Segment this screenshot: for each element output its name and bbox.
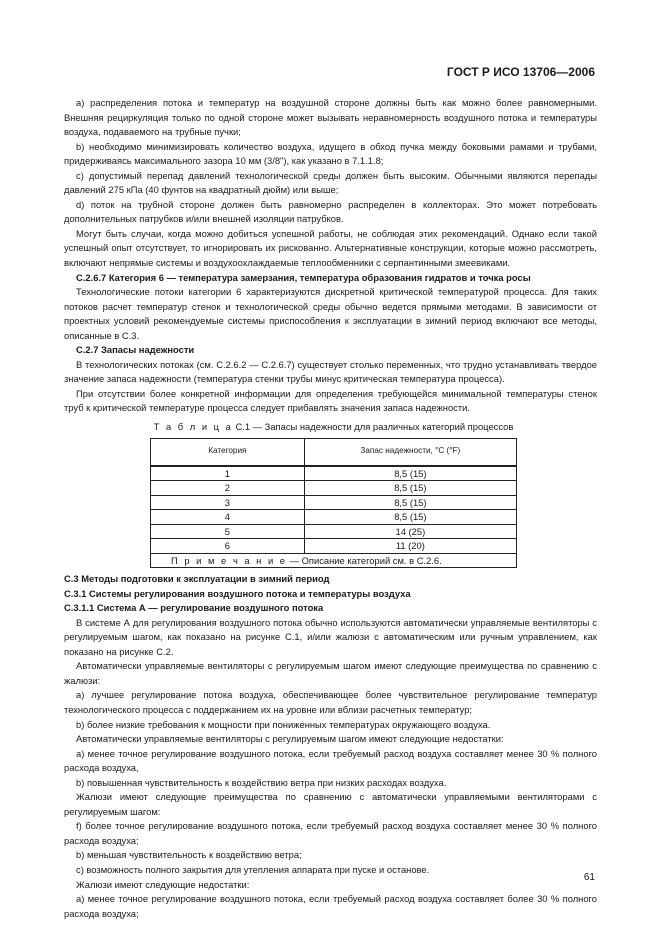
paragraph: a) менее точное регулирование воздушного потока, если требуемый расход воздуха составляет более 30 % полного расхода воздуха; [64, 893, 597, 919]
paragraph: Могут быть случаи, когда можно добиться успешной работы, не соблюдая этих рекомендаций. Однако если такой успешный опыт отсутствует, то игнорировать их рискованно. Альтернативные конструкции, которые можно рассмотреть, включают непрямые системы и воздухоохлаждаемые теплообменники с серпантинными змеевиками. [64, 227, 597, 269]
paragraph: b) повышенная чувствительность к воздействию ветра при низких расходах воздуха. [76, 776, 447, 788]
table-caption [64, 420, 597, 435]
paragraph: Жалюзи имеют следующие недостатки: [76, 878, 250, 890]
document-header: ГОСТ Р ИСО 13706—2006 [446, 65, 595, 79]
section-heading: C.2.7 Запасы надежности [76, 344, 195, 356]
caption-prefix: Т а б л и ц а [153, 421, 233, 433]
paragraph: a) распределения потока и температур на воздушной стороне должны быть как можно более равномерными. Внешняя рециркуляция только по одной стороне может вызывать неравномерность воздушного потока и температуры воздуха, подаваемого на трубные пучки; [64, 97, 597, 138]
margin-cell: 11 (20) [304, 539, 516, 554]
paragraph: a) лучшее регулирование потока воздуха, обеспечивающее более чувствительное регулирование температур технологического процесса с поддержанием их на уровне или вблизи расчетных температур; [64, 689, 597, 715]
page-number: 61 [583, 872, 595, 883]
paragraph: b) меньшая чувствительность к воздействию ветра; [76, 849, 302, 861]
caption-text: С.1 — Запасы надежности для различных категорий процессов [232, 421, 514, 433]
paragraph: c) допустимый перепад давлений технологической среды должен быть высоким. Обычными являются перепады давлений 275 кПа (40 фунтов на квадратный дюйм) или выше; [64, 169, 597, 196]
margin-cell: 8,5 (15) [304, 510, 516, 525]
section-heading: С.3 Методы подготовки к эксплуатации в зимний период [64, 573, 330, 585]
paragraph: Автоматически управляемые вентиляторы с регулируемым шагом имеют следующие преимущества по сравнению с жалюзи: [64, 660, 597, 686]
table-row [151, 495, 517, 510]
paragraph: Жалюзи имеют следующие преимущества по сравнению с автоматически управляемыми вентиляторами с регулируемым шагом: [64, 791, 597, 817]
section-heading: C.2.6.7 Категория 6 — температура замерзания, температура образования гидратов и точка росы [76, 271, 531, 283]
paragraph: c) возможность полного закрытия для утепления аппарата при пуске и останове. [76, 864, 430, 876]
category-cell: 4 [151, 510, 305, 525]
reliability-margin-table [150, 438, 517, 569]
table-row [151, 481, 517, 496]
category-cell: 6 [151, 539, 305, 554]
category-cell: 1 [151, 466, 305, 481]
table-row [151, 510, 517, 525]
column-header-margin: Запас надежности, °С (°F) [304, 438, 516, 466]
category-cell: 3 [151, 495, 305, 510]
page-body [64, 96, 597, 921]
category-cell: 2 [151, 481, 305, 496]
paragraph: f) более точное регулирование воздушного потока, если требуемый расход воздуха составляет менее 30 % полного расхода воздуха; [64, 820, 597, 846]
table-note [151, 553, 517, 568]
column-header-category: Категория [151, 438, 305, 466]
paragraph: Технологические потоки категории 6 характеризуются дискретной критической температурой процесса. Для таких потоков расчет температур стенок и технологической среды обычно ведется прямыми методами. В зависимости от проектных условий рекомендуемые системы приспособления к эксплуатации в зимний период включают все методы, описанные в С.3. [64, 286, 597, 341]
paragraph: В системе А для регулирования воздушного потока обычно используются автоматически управляемые вентиляторы с регулируемым шагом, как показано на рисунке С.1, и/или жалюзи с автоматическим или ручным управлением, как показано на рисунке С.2. [64, 616, 597, 657]
margin-cell: 8,5 (15) [304, 466, 516, 481]
note-text: — Описание категорий см. в С.2.6. [287, 554, 442, 566]
table-row [151, 539, 517, 554]
table-row [151, 524, 517, 539]
section-heading: С.3.1 Системы регулирования воздушного потока и температуры воздуха [64, 587, 411, 599]
category-cell: 5 [151, 524, 305, 539]
section-text-top [64, 96, 597, 416]
paragraph: Автоматически управляемые вентиляторы с регулируемым шагом имеют следующие недостатки: [76, 733, 504, 745]
paragraph: В технологических потоках (см. С.2.6.2 — С.2.6.7) существует столько переменных, что трудно устанавливать твердое значение запаса надежности (температура стенки трубы минус критическая температура процесса). [64, 358, 597, 385]
paragraph: При отсутствии более конкретной информации для определения требующейся минимальной температуры стенок труб к критической температуре процесса следует прибавлять значения запаса надежности. [64, 387, 597, 414]
margin-cell: 8,5 (15) [304, 495, 516, 510]
paragraph: b) необходимо минимизировать количество воздуха, идущего в обход пучка между боковыми рамами и трубами, придерживаясь максимального зазора 10 мм (3/8"), как указано в 7.1.1.8; [64, 140, 597, 167]
paragraph: a) менее точное регулирование воздушного потока, если требуемый расход воздуха составляет менее 30 % полного расхода воздуха, [64, 747, 597, 774]
paragraph: b) более низкие требования к мощности при пониженных температурах окружающего воздуха. [76, 718, 491, 730]
note-prefix: П р и м е ч а н и е [171, 554, 288, 566]
table-row [151, 466, 517, 481]
section-heading: С.3.1.1 Система А — регулирование воздушного потока [64, 602, 324, 614]
margin-cell: 14 (25) [304, 524, 516, 539]
section-text-bottom [64, 572, 597, 921]
paragraph: d) поток на трубной стороне должен быть равномерно распределен в коллекторах. Это может потребовать дополнительных патрубков и/или внешней изоляции патрубков. [64, 198, 597, 225]
margin-cell: 8,5 (15) [304, 481, 516, 496]
